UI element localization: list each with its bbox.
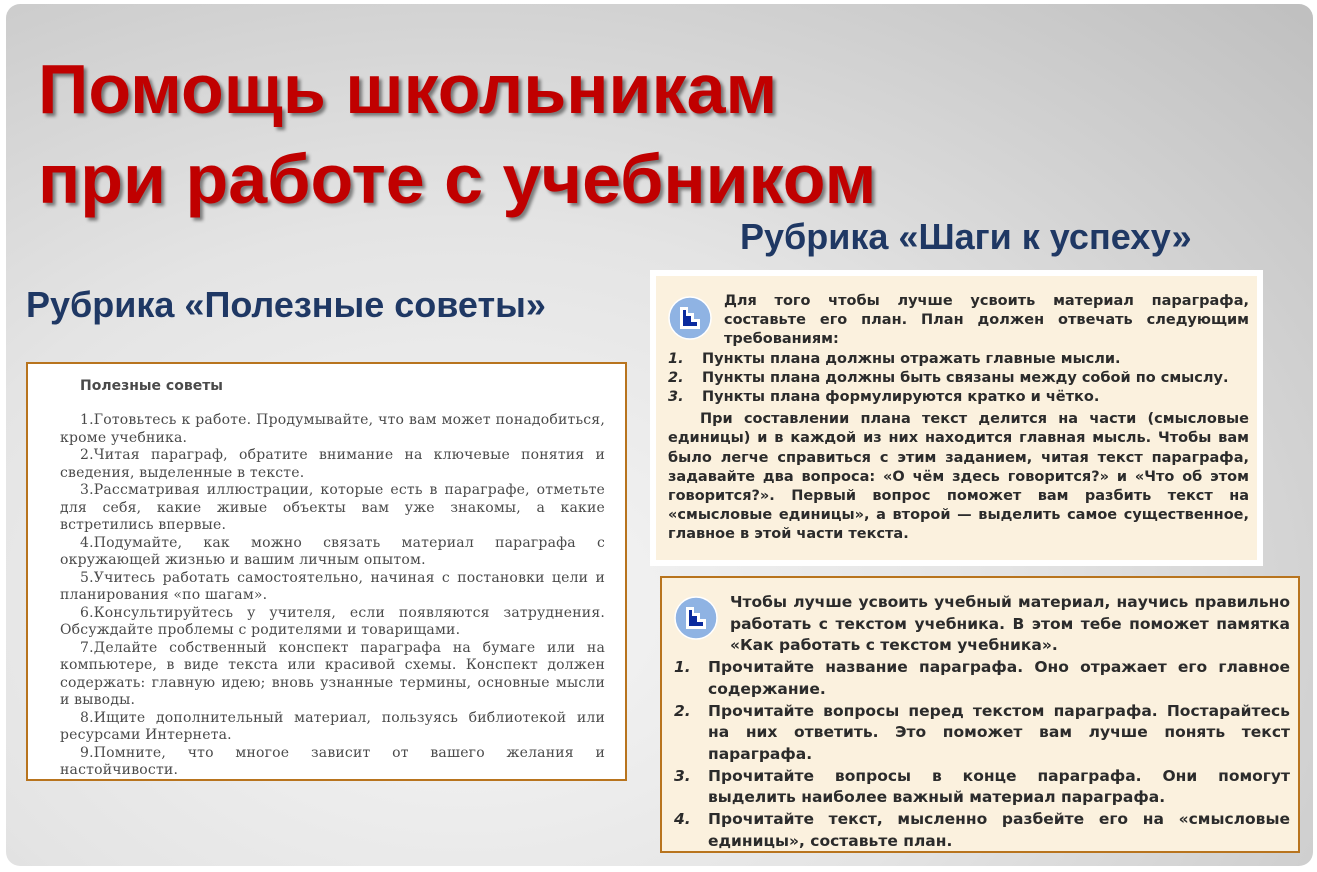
list-item: 4. Прочитайте текст, мысленно разбейте его на «смысловые единицы», составьте план. bbox=[674, 810, 1290, 850]
steps-icon bbox=[674, 596, 718, 640]
tip-item: 1.Готовьтесь к работе. Продумывайте, что вам может понадобиться, кроме учебника. bbox=[60, 412, 605, 446]
steps1-intro: Для того чтобы лучше усвоить материал параграфа, составьте его план. План должен отвечать следующим требованиям: bbox=[724, 293, 1249, 348]
steps2-list bbox=[674, 657, 1290, 852]
title-line-2: при работе с учебником bbox=[38, 140, 877, 218]
list-item: 1. Прочитайте название параграфа. Оно отражает его главное содержание. bbox=[674, 658, 1290, 698]
tip-item: 8.Ищите дополнительный материал, пользуясь библиотекой или ресурсами Интернета. bbox=[60, 709, 605, 743]
tip-item: 3.Рассматривая иллюстрации, которые есть в параграфе, отметьте для себя, какие живые объекты вам уже знакомы, а какие встретились впервые. bbox=[60, 482, 605, 533]
slide bbox=[6, 4, 1313, 866]
tip-item: 5.Учитесь работать самостоятельно, начиная с постановки цели и планирования «по шагам». bbox=[60, 569, 605, 603]
list-item: 1. Пункты плана должны отражать главные мысли. bbox=[668, 350, 1121, 367]
tip-item: 6.Консультируйтесь у учителя, если появляются затруднения. Обсуждайте проблемы с родителями и товарищами. bbox=[60, 604, 605, 638]
tip-item: 2.Читая параграф, обратите внимание на ключевые понятия и сведения, выделенные в тексте. bbox=[60, 447, 605, 481]
tip-item: 7.Делайте собственный конспект параграфа на бумаге или на компьютере, в виде текста или красивой схемы. Конспект должен содержать: главную идею; вновь узнанные термины, основные мысли и выводы. bbox=[60, 639, 605, 708]
list-item: 2. Прочитайте вопросы перед текстом параграфа. Постарайтесь на них ответить. Это поможет вам лучше понять текст параграфа. bbox=[674, 701, 1290, 763]
rubric-steps-heading: Рубрика «Шаги к успеху» bbox=[740, 216, 1192, 257]
steps-to-success-panel-textbook bbox=[660, 576, 1300, 853]
steps1-paragraph: При составлении плана текст делится на части (смысловые единицы) и в каждой из них находится главная мысль. Чтобы вам было легче справиться с этим заданием, читая текст параграфа, задавайте два вопроса: «О чём здесь говорится?» и «Что об этом говорится?». Первый вопрос поможет вам разбить текст на «смысловые единицы», а второй — выделить самое существенное, главное в этой части текста. bbox=[668, 411, 1249, 543]
useful-tips-panel bbox=[26, 362, 627, 781]
title-line-1: Помощь школьникам bbox=[38, 50, 778, 128]
steps-to-success-panel-plan bbox=[650, 270, 1263, 566]
list-item: 2. Пункты плана должны быть связаны между собой по смыслу. bbox=[668, 369, 1229, 386]
list-item: 3. Пункты плана формулируются кратко и чётко. bbox=[668, 389, 1100, 406]
steps-icon bbox=[668, 296, 712, 340]
steps2-intro: Чтобы лучше усвоить учебный материал, научись правильно работать с текстом учебника. В этом тебе поможет памятка «Как работать с текстом учебника». bbox=[730, 593, 1290, 655]
tip-item: 9.Помните, что многое зависит от вашего желания и настойчивости. bbox=[60, 744, 605, 778]
slide-title bbox=[38, 44, 876, 224]
rubric-tips-heading: Рубрика «Полезные советы» bbox=[26, 284, 546, 325]
steps1-list bbox=[668, 350, 1249, 408]
tips-heading: Полезные советы bbox=[80, 378, 223, 394]
tip-item: 4.Подумайте, как можно связать материал параграфа с окружающей жизнью и вашим личным опытом. bbox=[60, 534, 605, 568]
list-item: 3. Прочитайте вопросы в конце параграфа. Они помогут выделить наиболее важный материал параграфа. bbox=[674, 766, 1290, 807]
